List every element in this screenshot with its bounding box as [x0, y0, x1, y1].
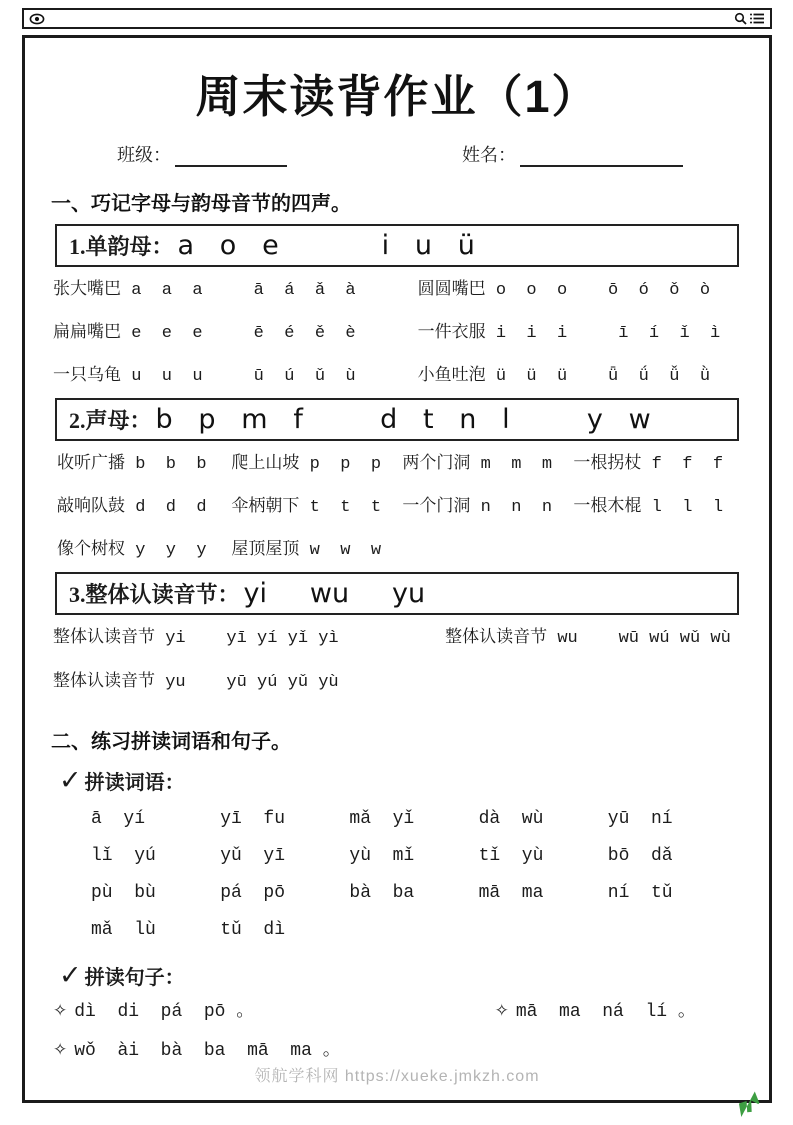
sentence-cell — [53, 992, 495, 1031]
vowel-letters: a o e i u ü — [177, 230, 475, 261]
student-info-row — [117, 141, 683, 167]
word-cell: ní tǔ — [607, 883, 673, 903]
sentence-text: dì di pá pō 。 — [74, 1002, 255, 1022]
row-cell: 两个门洞 m m m — [402, 455, 553, 474]
whole-syllable-letters: yi wu yu — [243, 578, 426, 609]
word-cell: mā ma — [478, 883, 544, 903]
section1-heading: 一、巧记字母与韵母音节的四声。 — [51, 193, 351, 215]
check-icon: ✓ — [59, 959, 82, 991]
row-cell: 整体认读音节 yi yī yí yǐ yì — [53, 629, 339, 648]
pinyin-row — [53, 617, 741, 661]
name-blank-line — [520, 145, 683, 167]
vowel-practice-rows — [51, 267, 743, 398]
row-cell: 一件衣服 i i i ī í ǐ ì — [417, 324, 721, 343]
row-cell: 扁扁嘴巴 e e e ē é ě è — [53, 324, 356, 343]
pinyin-row — [53, 443, 741, 486]
word-cell: yǔ yī — [220, 846, 285, 866]
eye-icon[interactable] — [29, 13, 45, 25]
class-label: 班级： — [117, 145, 171, 165]
vowel-box — [55, 224, 739, 267]
class-blank-line — [175, 145, 287, 167]
row-cell: 伞柄朝下 t t t — [231, 498, 382, 517]
word-cell: mǎ lù — [91, 920, 156, 940]
sentences-subheading — [59, 961, 743, 990]
name-field — [462, 141, 683, 167]
whole-syllable-practice-rows — [51, 615, 743, 705]
words-table — [51, 797, 743, 949]
row-cell: 一只乌龟 u u u ū ú ǔ ù — [53, 367, 356, 386]
pinyin-row — [53, 312, 741, 355]
sentence-text: mā ma ná lí 。 — [515, 1002, 696, 1022]
row-cell: 张大嘴巴 a a a ā á ǎ à — [53, 281, 356, 300]
diamond-icon: ✧ — [53, 1040, 68, 1060]
check-icon: ✓ — [59, 764, 82, 796]
list-icon[interactable] — [750, 12, 765, 25]
pinyin-row — [53, 661, 741, 705]
word-cell: yù mǐ — [349, 846, 415, 866]
page-title: 周末读背作业（1） — [195, 71, 599, 122]
word-cell: mǎ yǐ — [349, 809, 415, 829]
word-cell — [349, 912, 478, 949]
word-cell: tǔ dì — [220, 920, 285, 940]
row-cell — [573, 529, 741, 572]
word-cell: bō dǎ — [607, 846, 673, 866]
initials-box-label: 2.声母： — [69, 408, 152, 433]
row-cell — [402, 529, 573, 572]
word-cell: pá pō — [220, 883, 285, 903]
row-cell: 一根拐杖 f f f — [573, 455, 724, 474]
row-cell: 屋顶屋顶 w w w — [231, 541, 382, 560]
sentences-subheading-label: 拼读句子： — [84, 967, 185, 989]
row-cell: 整体认读音节 wu wū wú wǔ wù — [445, 629, 731, 648]
row-cell: 一根木棍 l l l — [573, 498, 724, 517]
row-cell: 像个树杈 y y y — [57, 541, 207, 560]
initials-box — [55, 398, 739, 441]
pinyin-row — [53, 269, 741, 312]
row-cell: 一个门洞 n n n — [402, 498, 553, 517]
search-icon[interactable] — [734, 12, 747, 25]
worksheet-frame — [22, 35, 772, 1103]
diamond-icon: ✧ — [494, 1001, 509, 1021]
whole-syllable-box — [55, 572, 739, 615]
word-cell: ā yí — [91, 809, 146, 829]
row-cell: 收听广播 b b b — [57, 455, 207, 474]
class-field — [117, 141, 287, 167]
row-cell: 圆圆嘴巴 o o o ō ó ǒ ò — [417, 281, 711, 300]
row-cell — [445, 661, 741, 705]
viewer-toolbar — [22, 8, 772, 29]
sentence-text: wǒ ài bà ba mā ma 。 — [74, 1041, 341, 1061]
sentence-row — [51, 992, 743, 1031]
row-cell: 爬上山坡 p p p — [231, 455, 382, 474]
vowel-box-label: 1.单韵母： — [69, 234, 174, 259]
words-subheading — [59, 766, 743, 795]
name-label: 姓名： — [462, 145, 516, 165]
row-cell: 敲响队鼓 d d d — [57, 498, 207, 517]
cursor-arrow — [733, 1082, 767, 1125]
word-cell: tǐ yù — [478, 846, 544, 866]
pinyin-row — [53, 529, 741, 572]
words-subheading-label: 拼读词语： — [84, 772, 185, 794]
whole-syllable-box-label: 3.整体认读音节： — [69, 582, 240, 607]
pinyin-row — [53, 355, 741, 398]
word-cell: pù bù — [91, 883, 156, 903]
word-cell: lǐ yú — [91, 846, 156, 866]
diamond-icon: ✧ — [53, 1001, 68, 1021]
word-cell — [608, 912, 737, 949]
row-cell: 整体认读音节 yu yū yú yǔ yù — [53, 673, 339, 692]
section2-heading: 二、练习拼读词语和句子。 — [51, 731, 291, 753]
word-cell: yū ní — [607, 809, 673, 829]
initials-letters: b p m f d t n l y w — [155, 404, 651, 435]
sentence-cell — [495, 992, 743, 1031]
initials-practice-rows — [51, 441, 743, 572]
word-cell: yī fu — [220, 809, 285, 829]
word-cell: dà wù — [478, 809, 544, 829]
word-cell: bà ba — [349, 883, 415, 903]
pinyin-row — [53, 486, 741, 529]
watermark-footer: 领航学科网 https://xueke.jmkzh.com — [254, 1068, 540, 1085]
row-cell: 小鱼吐泡 ü ü ü ǖ ǘ ǚ ǜ — [417, 367, 711, 386]
word-cell — [479, 912, 608, 949]
